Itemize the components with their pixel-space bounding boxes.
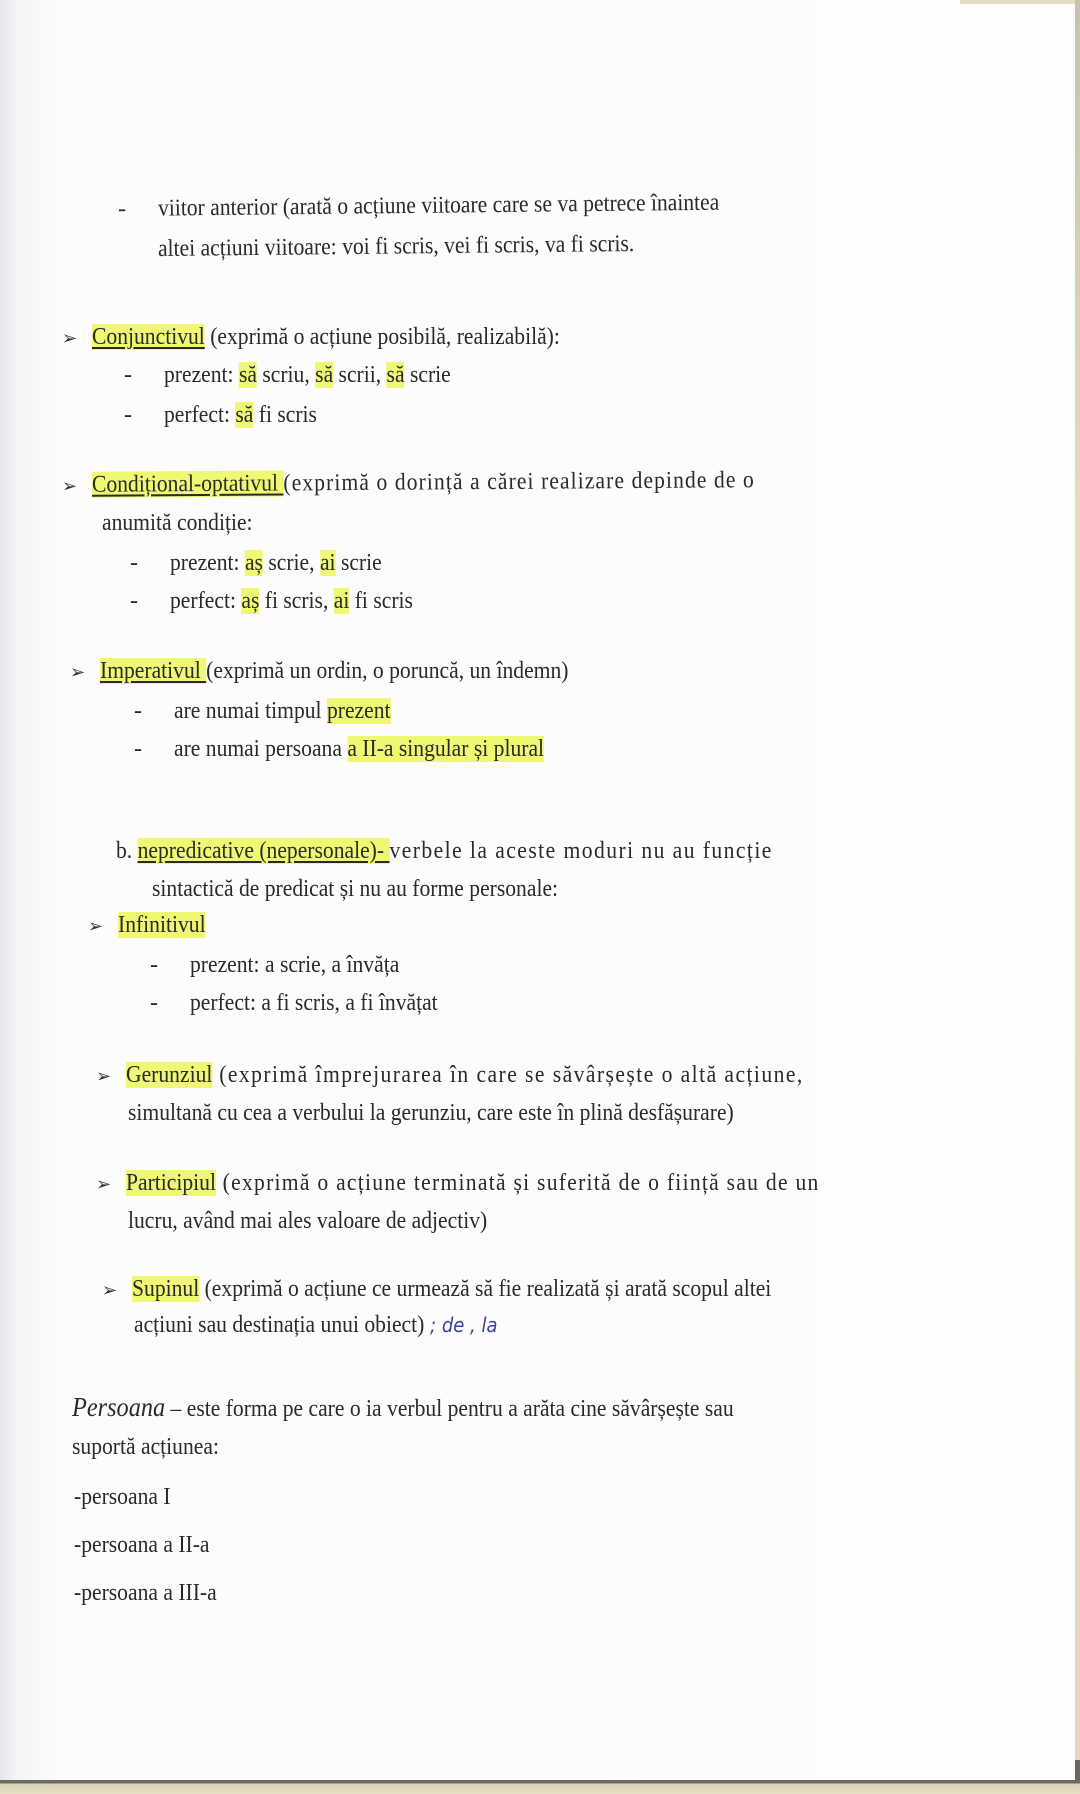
corner-mark [1075,1760,1080,1780]
highlight: aș [241,588,260,614]
text: simultană cu cea a verbului la gerunziu, care este în plină desfășurare) [128,1100,734,1126]
text: prezent: a scrie, a învăța [190,952,400,978]
persoana-heading [72,1392,807,1424]
term-supinul: Supinul [132,1276,200,1302]
dash: - [150,952,158,978]
viitor-anterior-line2 [158,228,687,264]
text: lucru, având mai ales valoare de adjectiv) [128,1208,488,1234]
text: perfect: a fi scris, a fi învățat [190,990,438,1016]
text: -persoana a II-a [74,1532,210,1558]
text: anumită condiție: [102,510,253,536]
text: are numai timpul [174,698,327,724]
nepredicative-desc-line2 [152,874,603,904]
term-participiul: Participiul [126,1170,216,1196]
term-description: (exprimă împrejurarea în care se săvârșește o altă acțiune, [212,1062,804,1088]
text: prezent: [170,550,245,576]
paper-edge-right [1075,0,1080,1794]
arrow-bullet-icon: ➢ [88,916,104,936]
persoana-desc-line2 [72,1432,235,1462]
text: prezent: [164,362,239,388]
persoana-item-1 [74,1482,181,1512]
conditional-heading [62,465,829,501]
conditional-item-perfect [130,586,440,616]
text: viitor anterior (arată o acțiune viitoare care se va petrece înaintea [157,189,720,222]
dash: - [124,402,132,428]
imperativul-item-persoana [134,734,585,764]
highlight: să [386,362,405,388]
text: -persoana I [74,1484,171,1510]
infinitivul-item-perfect [150,988,465,1018]
term-description: (exprimă o acțiune posibilă, realizabilă): [210,324,560,350]
dash: - [130,550,138,576]
text: perfect: [170,588,242,614]
paper-edge-top [960,0,1080,4]
text: scrie [404,362,451,388]
term-imperativul: Imperativul [100,658,207,684]
gerunziul-desc-line2 [128,1098,801,1128]
conditional-item-prezent [130,548,405,578]
text: -persoana a III-a [74,1580,217,1606]
arrow-bullet-icon: ➢ [61,475,78,496]
imperativul-item-timp [134,696,415,726]
term-conjunctivul: Conjunctivul [92,324,205,350]
term-gerunziul: Gerunziul [126,1062,213,1088]
persoana-item-3 [74,1578,233,1608]
term-description: (exprimă un ordin, o poruncă, un îndemn) [206,658,569,684]
arrow-bullet-icon: ➢ [102,1280,118,1300]
text: are numai persoana [174,736,348,762]
dash: - [134,736,142,762]
supinul-heading [102,1274,842,1305]
arrow-bullet-icon: ➢ [70,662,86,682]
conjunctivul-heading [62,322,612,353]
participiul-heading [96,1168,897,1199]
term-nepredicative: nepredicative (nepersonale)- [137,838,390,864]
text: sintactică de predicat și nu au forme personale: [152,876,559,902]
conjunctivul-item-perfect [124,400,334,430]
dash: - [130,588,138,614]
text: altei acțiuni viitoare: voi fi scris, vei fi scris, va fi scris. [157,231,635,262]
text: scriu, [256,362,316,388]
highlight: să [238,362,257,388]
infinitivul-item-prezent [150,950,423,980]
imperativul-heading [70,656,621,687]
highlight: ai [319,550,336,576]
text: scrii, [333,362,387,388]
term-infinitivul: Infinitivul [118,912,206,938]
text: fi scris [349,588,413,614]
nepredicative-heading [116,836,846,866]
highlight: a II-a singular și plural [347,736,545,762]
persoana-item-2 [74,1530,225,1560]
highlight: să [235,402,254,428]
text: fi scris [253,402,317,428]
infinitivul-heading [88,910,215,941]
term-description: (exprimă o dorință a cărei realizare depinde de o [283,467,755,497]
arrow-bullet-icon: ➢ [62,328,78,348]
conjunctivul-item-prezent [124,360,483,390]
participiul-desc-line2 [128,1206,527,1236]
dash: - [124,362,132,388]
arrow-bullet-icon: ➢ [96,1066,112,1086]
term-description: (exprimă o acțiune terminată și suferită de o ființă sau de un [215,1170,820,1196]
text: scrie [335,550,382,576]
dash: - [117,195,127,222]
highlight: ai [333,588,350,614]
term-description: verbele la aceste moduri nu au funcție [389,838,773,864]
highlight: să [315,362,334,388]
highlight: prezent [326,698,391,724]
text: suportă acțiunea: [72,1434,219,1460]
text: fi scris, [259,588,334,614]
dash: - [134,698,142,724]
list-label: b. [116,838,138,864]
dash: - [150,990,158,1016]
text: perfect: [164,402,236,428]
viitor-anterior-line1 [118,187,782,224]
text: scrie, [262,550,320,576]
text: acțiuni sau destinația unui obiect) [134,1312,425,1338]
term-description: – este forma pe care o ia verbul pentru a arăta cine săvârșește sau [165,1396,734,1422]
paper-edge-bottom [0,1780,1080,1794]
supinul-desc-line2 [134,1310,538,1340]
gerunziul-heading [96,1060,879,1091]
handwritten-note: ; de , la [424,1313,498,1337]
highlight: aș [244,550,263,576]
arrow-bullet-icon: ➢ [96,1174,112,1194]
term-conditional: Condițional-optativul [91,470,284,498]
term-description: (exprimă o acțiune ce urmează să fie realizată și arată scopul altei [199,1276,772,1302]
conditional-desc-line2 [102,508,269,538]
term-persoana: Persoana [72,1392,166,1422]
